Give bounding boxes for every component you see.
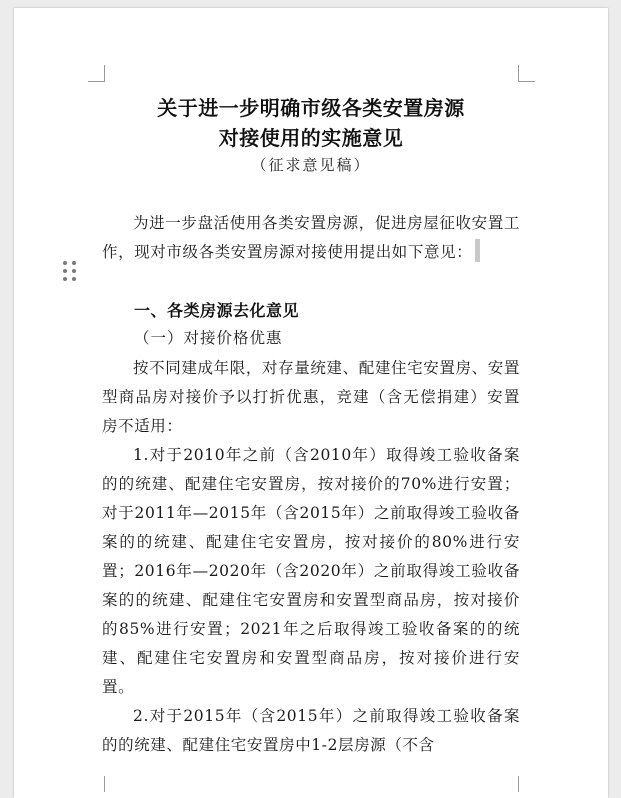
document-subtitle[interactable]: （征求意见稿）: [251, 156, 371, 174]
crop-mark-bottom-left: [88, 776, 105, 792]
document-title-line2[interactable]: 对接使用的实施意见: [218, 126, 404, 150]
subsection-heading-1[interactable]: （一）对接价格优惠: [134, 329, 283, 347]
list-item-1[interactable]: 1.对于2010年之前（含2010年）取得竣工验收备案的的统建、配建住宅安置房，按对接价的70%进行安置；对于2011年—2015年（含2015年）之前取得竣工验收备案的的统建、配建住宅安置房，按对接价的80%进行安置；2016年—2020年（含2020年）之前取得竣工验收备案的的统建、配建住宅安置房和安置型商品房，按对接价的85%进行安置；2021年之后取得竣工验收备案的的统建、配建住宅安置房和安置型商品房，按对接价进行安置。: [102, 446, 520, 696]
document-page: [14, 8, 608, 798]
drag-handle-icon[interactable]: [63, 261, 77, 283]
crop-mark-bottom-right: [518, 776, 535, 792]
crop-mark-top-right: [518, 65, 535, 82]
drag-dot: [72, 261, 76, 265]
drag-dot: [63, 277, 67, 281]
crop-mark-top-left: [88, 65, 105, 82]
drag-dot: [72, 269, 76, 273]
drag-dot: [63, 269, 67, 273]
document-title-line1[interactable]: 关于进一步明确市级各类安置房源: [157, 96, 465, 120]
section-heading-1[interactable]: 一、各类房源去化意见: [134, 301, 300, 320]
text-cursor: [475, 239, 480, 262]
discount-paragraph[interactable]: 按不同建成年限，对存量统建、配建住宅安置房、安置型商品房对接价予以打折优惠，竞建（含无偿捐建）安置房不适用：: [102, 359, 520, 435]
intro-text: 为进一步盘活使用各类安置房源，促进房屋征收安置工作，现对市级各类安置房源对接使用提出如下意见：: [102, 214, 520, 261]
drag-dot: [72, 277, 76, 281]
drag-dot: [63, 261, 67, 265]
list-item-2[interactable]: 2.对于2015年（含2015年）之前取得竣工验收备案的的统建、配建住宅安置房中1-2层房源（不含: [102, 707, 520, 754]
intro-paragraph[interactable]: [102, 209, 520, 267]
